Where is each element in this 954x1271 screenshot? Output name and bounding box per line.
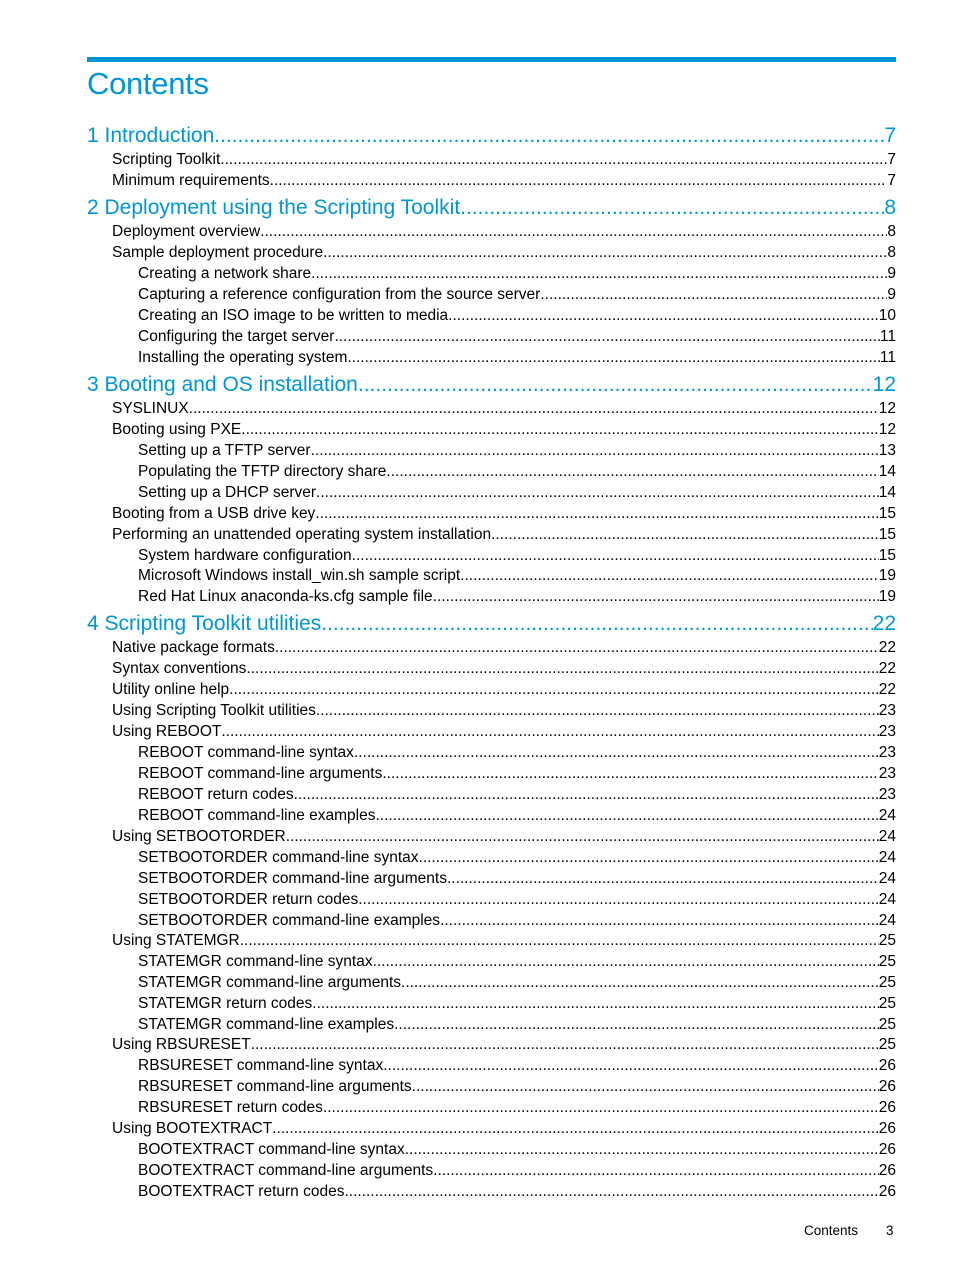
toc-entry-title: Minimum requirements <box>112 172 270 189</box>
toc-entry-page: 26 <box>878 1141 896 1158</box>
toc-entry-title: Using REBOOT <box>112 723 222 740</box>
toc-entry-level-2[interactable] <box>112 400 896 420</box>
toc-entry-page: 10 <box>878 307 896 324</box>
dot-leader <box>412 1078 879 1096</box>
toc-entry-level-3[interactable] <box>138 588 896 608</box>
toc-entry-level-3[interactable] <box>138 1183 896 1203</box>
toc-entry-page: 25 <box>878 974 896 991</box>
dot-leader <box>241 421 878 439</box>
toc-entry-title: 3 Booting and OS installation <box>87 373 358 396</box>
toc-entry-title: 2 Deployment using the Scripting Toolkit <box>87 196 461 219</box>
dot-leader <box>316 702 879 720</box>
toc-entry-page: 25 <box>878 953 896 970</box>
toc-entry-level-3[interactable] <box>138 1078 896 1098</box>
toc-entry-title: SETBOOTORDER command-line examples <box>138 912 441 929</box>
toc-entry-level-3[interactable] <box>138 974 896 994</box>
toc-entry-page: 8 <box>887 223 896 240</box>
toc-entry-page: 15 <box>878 547 896 564</box>
toc-entry-title: Booting using PXE <box>112 421 242 438</box>
footer-page-number: 3 <box>886 1223 894 1238</box>
toc-entry-title: Using RBSURESET <box>112 1036 251 1053</box>
toc-entry-page: 15 <box>878 526 896 543</box>
dot-leader <box>405 1141 879 1159</box>
dot-leader <box>347 349 880 367</box>
dot-leader <box>540 286 887 304</box>
toc-entry-page: 24 <box>878 870 896 887</box>
toc-entry-title: Sample deployment procedure <box>112 244 324 261</box>
toc-entry-page: 23 <box>878 786 896 803</box>
dot-leader <box>334 328 879 346</box>
toc-entry-title: Setting up a TFTP server <box>138 442 311 459</box>
toc-entry-title: Native package formats <box>112 639 275 656</box>
dot-leader <box>433 1162 879 1180</box>
toc-entry-page: 23 <box>878 702 896 719</box>
toc-entry-page: 14 <box>878 463 896 480</box>
toc-entry-page: 23 <box>878 765 896 782</box>
dot-leader <box>294 786 879 804</box>
toc-entry-title: Using SETBOOTORDER <box>112 828 286 845</box>
toc-entry-title: SYSLINUX <box>112 400 189 417</box>
toc-entry-title: Capturing a reference configuration from the source server <box>138 286 541 303</box>
toc-entry-page: 14 <box>878 484 896 501</box>
toc-entry-level-3[interactable] <box>138 870 896 890</box>
toc-entry-level-2[interactable] <box>112 421 896 441</box>
toc-entry-page: 25 <box>878 995 896 1012</box>
toc-entry-level-3[interactable] <box>138 1099 896 1119</box>
toc-entry-level-2[interactable] <box>112 244 896 264</box>
toc-entry-page: 25 <box>878 932 896 949</box>
toc-entry-page: 23 <box>878 744 896 761</box>
toc-entry-page: 19 <box>878 588 896 605</box>
toc-entry-level-3[interactable] <box>138 567 896 587</box>
toc-entry-title: STATEMGR command-line arguments <box>138 974 402 991</box>
dot-leader <box>251 1036 879 1054</box>
toc-entry-level-2[interactable] <box>112 681 896 701</box>
dot-leader <box>229 681 879 699</box>
toc-entry-level-2[interactable] <box>112 1036 896 1056</box>
toc-entry-title: Red Hat Linux anaconda-ks.cfg sample file <box>138 588 433 605</box>
toc-entry-level-3[interactable] <box>138 744 896 764</box>
dot-leader <box>433 588 879 606</box>
toc-entry-page: 26 <box>878 1183 896 1200</box>
toc-entry-page: 26 <box>878 1120 896 1137</box>
dot-leader <box>214 124 884 148</box>
toc-entry-title: SETBOOTORDER command-line arguments <box>138 870 447 887</box>
toc-entry-title: Microsoft Windows install_win.sh sample script <box>138 567 461 584</box>
toc-entry-page: 12 <box>878 400 896 417</box>
dot-leader <box>358 891 879 909</box>
toc-entry-level-3[interactable] <box>138 463 896 483</box>
dot-leader <box>286 828 879 846</box>
toc-entry-title: Installing the operating system <box>138 349 348 366</box>
toc-entry-level-3[interactable] <box>138 849 896 869</box>
toc-entry-page: 22 <box>878 681 896 698</box>
toc-entry-level-3[interactable] <box>138 265 896 285</box>
toc-entry-page: 24 <box>878 828 896 845</box>
toc-entry-title: RBSURESET command-line arguments <box>138 1078 412 1095</box>
toc-entry-level-2[interactable] <box>112 1120 896 1140</box>
toc-entry-level-2[interactable] <box>112 660 896 680</box>
toc-entry-page: 22 <box>878 639 896 656</box>
toc-entry-level-3[interactable] <box>138 442 896 462</box>
dot-leader <box>246 660 878 678</box>
toc-entry-page: 12 <box>878 421 896 438</box>
toc-entry-title: RBSURESET command-line syntax <box>138 1057 384 1074</box>
toc-entry-level-3[interactable] <box>138 1162 896 1182</box>
toc-entry-level-2[interactable] <box>112 932 896 952</box>
toc-entry-level-2[interactable] <box>112 828 896 848</box>
toc-entry-title: Creating a network share <box>138 265 312 282</box>
toc-entry-level-3[interactable] <box>138 286 896 306</box>
toc-entry-title: Using Scripting Toolkit utilities <box>112 702 316 719</box>
dot-leader <box>316 484 879 502</box>
toc-entry-level-3[interactable] <box>138 1141 896 1161</box>
toc-entry-title: Using STATEMGR <box>112 932 240 949</box>
toc-entry-level-3[interactable] <box>138 1057 896 1077</box>
toc-entry-level-2[interactable] <box>112 702 896 722</box>
dot-leader <box>221 723 878 741</box>
toc-entry-page: 7 <box>887 172 896 189</box>
dot-leader <box>312 995 878 1013</box>
toc-entry-title: STATEMGR command-line examples <box>138 1016 395 1033</box>
toc-entry-level-3[interactable] <box>138 891 896 911</box>
toc-entry-level-2[interactable] <box>112 223 896 243</box>
toc-entry-page: 24 <box>878 807 896 824</box>
toc-entry-title: Scripting Toolkit <box>112 151 221 168</box>
toc-entry-title: STATEMGR return codes <box>138 995 313 1012</box>
toc-entry-title: Utility online help <box>112 681 230 698</box>
dot-leader <box>394 1016 879 1034</box>
toc-entry-level-2[interactable] <box>112 505 896 525</box>
toc-entry-title: Performing an unattended operating system installation <box>112 526 492 543</box>
toc-entry-level-2[interactable] <box>112 526 896 546</box>
toc-entry-page: 9 <box>887 286 896 303</box>
toc-entry-title: STATEMGR command-line syntax <box>138 953 373 970</box>
toc-entry-level-1[interactable] <box>87 373 896 397</box>
dot-leader <box>323 1099 879 1117</box>
toc-entry-level-3[interactable] <box>138 995 896 1015</box>
footer-label: Contents <box>804 1223 859 1238</box>
toc-entry-title: SETBOOTORDER return codes <box>138 891 359 908</box>
dot-leader <box>375 807 878 825</box>
toc-entry-title: Using BOOTEXTRACT <box>112 1120 273 1137</box>
toc-entry-page: 12 <box>872 373 896 396</box>
toc-entry-level-1[interactable] <box>87 612 896 636</box>
toc-entry-page: 13 <box>878 442 896 459</box>
dot-leader <box>270 172 888 190</box>
dot-leader <box>189 400 879 418</box>
dot-leader <box>354 744 879 762</box>
toc-entry-page: 8 <box>884 196 896 219</box>
toc-entry-level-1[interactable] <box>87 124 896 148</box>
dot-leader <box>448 307 879 325</box>
toc-entry-level-3[interactable] <box>138 349 896 369</box>
toc-entry-title: BOOTEXTRACT return codes <box>138 1183 345 1200</box>
dot-leader <box>447 870 879 888</box>
toc-entry-title: Deployment overview <box>112 223 261 240</box>
toc-entry-title: System hardware configuration <box>138 547 352 564</box>
toc-entry-page: 24 <box>878 849 896 866</box>
toc-entry-page: 7 <box>884 124 896 147</box>
title-rule <box>87 57 896 62</box>
dot-leader <box>275 639 879 657</box>
toc-entry-level-2[interactable] <box>112 151 896 171</box>
toc-entry-title: REBOOT return codes <box>138 786 294 803</box>
toc-entry-page: 26 <box>878 1057 896 1074</box>
toc-entry-page: 24 <box>878 891 896 908</box>
toc-entry-level-1[interactable] <box>87 196 896 220</box>
toc-entry-level-3[interactable] <box>138 1016 896 1036</box>
toc-entry-page: 22 <box>878 660 896 677</box>
page-title: Contents <box>87 66 209 101</box>
toc-entry-title: Populating the TFTP directory share <box>138 463 387 480</box>
dot-leader <box>220 151 887 169</box>
dot-leader <box>323 244 887 262</box>
toc-entry-page: 23 <box>878 723 896 740</box>
toc-entry-title: SETBOOTORDER command-line syntax <box>138 849 419 866</box>
toc-entry-page: 19 <box>878 567 896 584</box>
dot-leader <box>358 373 873 397</box>
dot-leader <box>315 505 878 523</box>
toc-entry-page: 25 <box>878 1036 896 1053</box>
toc-entry-page: 25 <box>878 1016 896 1033</box>
toc-entry-level-3[interactable] <box>138 912 896 932</box>
dot-leader <box>321 612 872 636</box>
dot-leader <box>401 974 879 992</box>
toc-entry-level-3[interactable] <box>138 786 896 806</box>
toc-entry-page: 26 <box>878 1162 896 1179</box>
toc-entry-level-2[interactable] <box>112 172 896 192</box>
toc-entry-page: 11 <box>879 349 896 366</box>
toc-entry-level-3[interactable] <box>138 484 896 504</box>
toc-entry-level-3[interactable] <box>138 547 896 567</box>
toc-entry-title: Syntax conventions <box>112 660 247 677</box>
dot-leader <box>373 953 879 971</box>
toc-entry-level-3[interactable] <box>138 307 896 327</box>
dot-leader <box>311 265 887 283</box>
toc-entry-title: 4 Scripting Toolkit utilities <box>87 612 322 635</box>
toc-entry-page: 7 <box>887 151 896 168</box>
toc-entry-level-3[interactable] <box>138 328 896 348</box>
toc-entry-page: 8 <box>887 244 896 261</box>
toc-entry-page: 24 <box>878 912 896 929</box>
toc-entry-level-3[interactable] <box>138 807 896 827</box>
dot-leader <box>240 932 879 950</box>
toc-entry-title: BOOTEXTRACT command-line syntax <box>138 1141 405 1158</box>
toc-entry-level-2[interactable] <box>112 723 896 743</box>
toc-entry-title: RBSURESET return codes <box>138 1099 323 1116</box>
dot-leader <box>383 1057 879 1075</box>
toc-entry-title: REBOOT command-line syntax <box>138 744 354 761</box>
dot-leader <box>344 1183 878 1201</box>
toc-entry-title: Creating an ISO image to be written to media <box>138 307 449 324</box>
dot-leader <box>460 567 879 585</box>
toc-entry-level-3[interactable] <box>138 765 896 785</box>
toc-entry-level-2[interactable] <box>112 639 896 659</box>
toc-entry-page: 9 <box>887 265 896 282</box>
dot-leader <box>352 547 879 565</box>
toc-entry-page: 26 <box>878 1099 896 1116</box>
toc-entry-page: 22 <box>872 612 896 635</box>
dot-leader <box>419 849 879 867</box>
toc-entry-title: Configuring the target server <box>138 328 335 345</box>
dot-leader <box>460 196 884 220</box>
dot-leader <box>440 912 879 930</box>
dot-leader <box>311 442 879 460</box>
toc-entry-title: Setting up a DHCP server <box>138 484 317 501</box>
toc-entry-page: 26 <box>878 1078 896 1095</box>
dot-leader <box>382 765 878 783</box>
toc-entry-title: REBOOT command-line arguments <box>138 765 383 782</box>
toc-entry-title: BOOTEXTRACT command-line arguments <box>138 1162 434 1179</box>
dot-leader <box>491 526 879 544</box>
dot-leader <box>272 1120 879 1138</box>
toc-entry-title: Booting from a USB drive key <box>112 505 316 522</box>
dot-leader <box>260 223 887 241</box>
dot-leader <box>386 463 878 481</box>
toc-entry-title: REBOOT command-line examples <box>138 807 376 824</box>
toc-entry-page: 15 <box>878 505 896 522</box>
toc-entry-page: 11 <box>879 328 896 345</box>
toc-entry-level-3[interactable] <box>138 953 896 973</box>
toc-entry-title: 1 Introduction <box>87 124 215 147</box>
